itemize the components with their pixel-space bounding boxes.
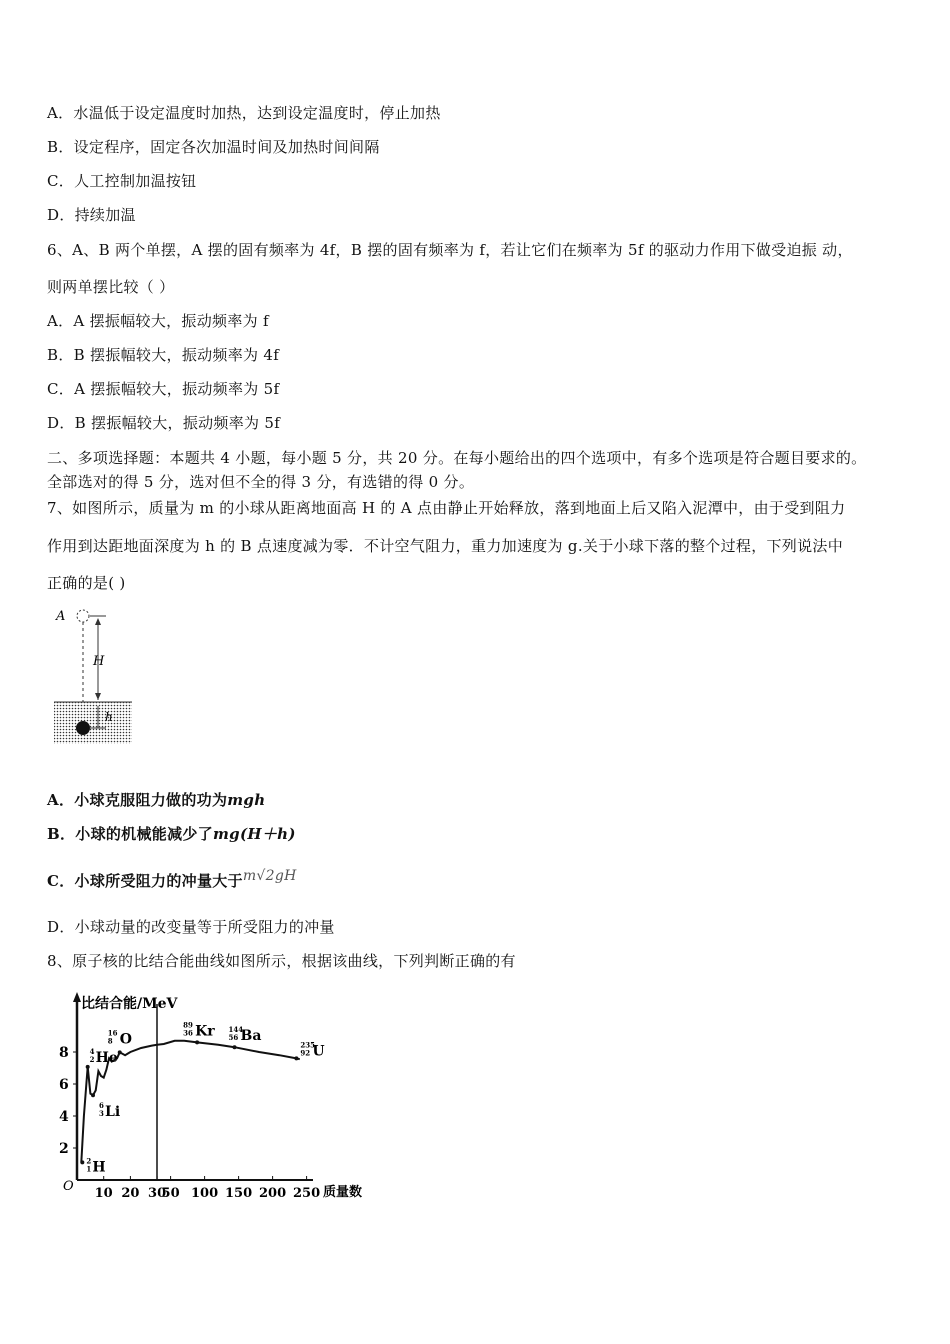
nucleus-point-h: [80, 1160, 84, 1164]
chart-ylabel: 比结合能/MeV: [81, 996, 178, 1012]
nucleus-label-h: [86, 1156, 105, 1175]
mass-number: 2: [86, 1156, 92, 1166]
q7-option-c: [47, 870, 297, 891]
q7-stem-line3: 正确的是( ): [47, 574, 126, 592]
nucleus-point-he: [86, 1065, 90, 1069]
nucleus-label-li: [99, 1101, 120, 1120]
section2-heading-line1: 二、多项选择题：本题共 4 小题，每小题 5 分，共 20 分。在每小题给出的四个选项中，有多个选项是符合题目要求的。: [47, 449, 867, 467]
mass-number: 144: [228, 1025, 244, 1035]
chart-xlabel: 质量数: [323, 1185, 363, 1200]
q7-option-b-text: B．小球的机械能减少了: [47, 825, 213, 843]
q6-stem-line2: 则两单摆比较（ ）: [47, 278, 175, 296]
ball-start-position: [77, 610, 89, 622]
y-tick-label: 6: [59, 1077, 69, 1093]
q5-option-c: C．人工控制加温按钮: [47, 172, 197, 190]
q7-figure: [50, 602, 140, 748]
atomic-number: 36: [183, 1028, 193, 1038]
q7-option-d: D．小球动量的改变量等于所受阻力的冲量: [47, 918, 335, 936]
q7-stem-line1: 7、如图所示，质量为 m 的小球从距离地面高 H 的 A 点由静止开始释放，落到地面上后又陷入泥潭中，由于受到阻力: [47, 499, 846, 517]
nucleus-point-kr: [195, 1040, 199, 1044]
ball-end-position: [76, 721, 90, 735]
q7-option-c-text: C．小球所受阻力的冲量大于: [47, 872, 243, 890]
y-tick-label: 2: [59, 1141, 69, 1157]
q7-option-a-math: mgh: [227, 791, 266, 809]
atomic-number: 56: [228, 1033, 239, 1043]
q7-option-b: [47, 823, 296, 844]
atomic-number: 1: [86, 1164, 92, 1174]
q7-option-a-text: A．小球克服阻力做的功为: [47, 791, 228, 809]
element-symbol: U: [312, 1043, 325, 1060]
nucleus-label-kr: [183, 1020, 215, 1039]
element-symbol: Li: [105, 1104, 121, 1121]
x-tick-label: 150: [225, 1186, 253, 1201]
q5-option-a: A．水温低于设定温度时加热，达到设定温度时，停止加热: [47, 104, 441, 122]
binding-energy-chart: [55, 988, 385, 1208]
nucleus-point-ba: [233, 1045, 237, 1049]
mass-number: 89: [183, 1020, 193, 1030]
nucleus-label-he: [90, 1047, 118, 1066]
x-tick-label: 100: [191, 1186, 219, 1201]
y-tick-label: 8: [59, 1045, 69, 1061]
q6-option-a: A．A 摆振幅较大，振动频率为 f: [47, 312, 269, 330]
element-symbol: H: [92, 1159, 106, 1176]
x-tick-label: 10: [94, 1186, 113, 1201]
q7-stem-line2: 作用到达距地面深度为 h 的 B 点速度减为零．不计空气阻力，重力加速度为 g.关于小球下落的整个过程，下列说法中: [47, 537, 843, 555]
mud-ground: [54, 702, 132, 744]
nucleus-point-u: [294, 1056, 298, 1060]
q7-option-c-math: m√2gH: [242, 868, 297, 884]
figure-label-lower-h: h: [105, 710, 113, 724]
q5-option-d: D．持续加温: [47, 206, 136, 224]
element-symbol: He: [95, 1049, 118, 1066]
mass-number: 4: [89, 1046, 95, 1056]
y-axis-arrow: [73, 992, 81, 1002]
nucleus-point-o: [118, 1050, 122, 1054]
arrow-down-head: [95, 693, 101, 700]
mass-number: 6: [99, 1101, 104, 1111]
x-tick-label: 30: [148, 1186, 167, 1201]
mass-number: 235: [300, 1040, 316, 1050]
nucleus-label-ba: [229, 1025, 262, 1044]
figure-label-upper-h: H: [93, 654, 105, 669]
arrow-up-head: [95, 618, 101, 625]
y-tick-label: 4: [59, 1109, 69, 1125]
x-tick-label: 200: [259, 1186, 287, 1201]
x-tick-label: 250: [293, 1186, 321, 1201]
q6-option-c: C．A 摆振幅较大，振动频率为 5f: [47, 380, 280, 398]
q7-option-a: [47, 789, 265, 810]
atomic-number: 92: [300, 1048, 311, 1058]
q7-option-b-math: mg(H＋h): [212, 825, 296, 843]
atomic-number: 2: [89, 1054, 95, 1064]
nucleus-label-u: [300, 1040, 324, 1059]
atomic-number: 8: [107, 1036, 113, 1046]
x-tick-label: 50: [161, 1186, 180, 1201]
q8-stem: 8、原子核的比结合能曲线如图所示，根据该曲线，下列判断正确的有: [47, 952, 516, 970]
q6-option-b: B．B 摆振幅较大，振动频率为 4f: [47, 346, 280, 364]
q6-stem-line1: 6、A、B 两个单摆，A 摆的固有频率为 4f，B 摆的固有频率为 f，若让它们在频率为 5f 的驱动力作用下做受迫振 动，: [47, 241, 853, 259]
element-symbol: O: [119, 1031, 132, 1048]
q6-option-d: D．B 摆振幅较大，振动频率为 5f: [47, 414, 281, 432]
element-symbol: Ba: [240, 1028, 262, 1045]
q5-option-b: B．设定程序，固定各次加温时间及加热时间间隔: [47, 138, 380, 156]
section2-heading-line2: 全部选对的得 5 分，选对但不全的得 3 分，有选错的得 0 分。: [47, 473, 475, 491]
mass-number: 16: [107, 1028, 118, 1038]
figure-label-a: A: [56, 609, 66, 624]
atomic-number: 3: [99, 1109, 104, 1119]
nucleus-point-li: [91, 1093, 95, 1097]
x-tick-label: 20: [121, 1186, 140, 1201]
chart-origin-label: O: [63, 1179, 74, 1194]
nucleus-label-o: [108, 1028, 132, 1047]
element-symbol: Kr: [195, 1023, 215, 1040]
